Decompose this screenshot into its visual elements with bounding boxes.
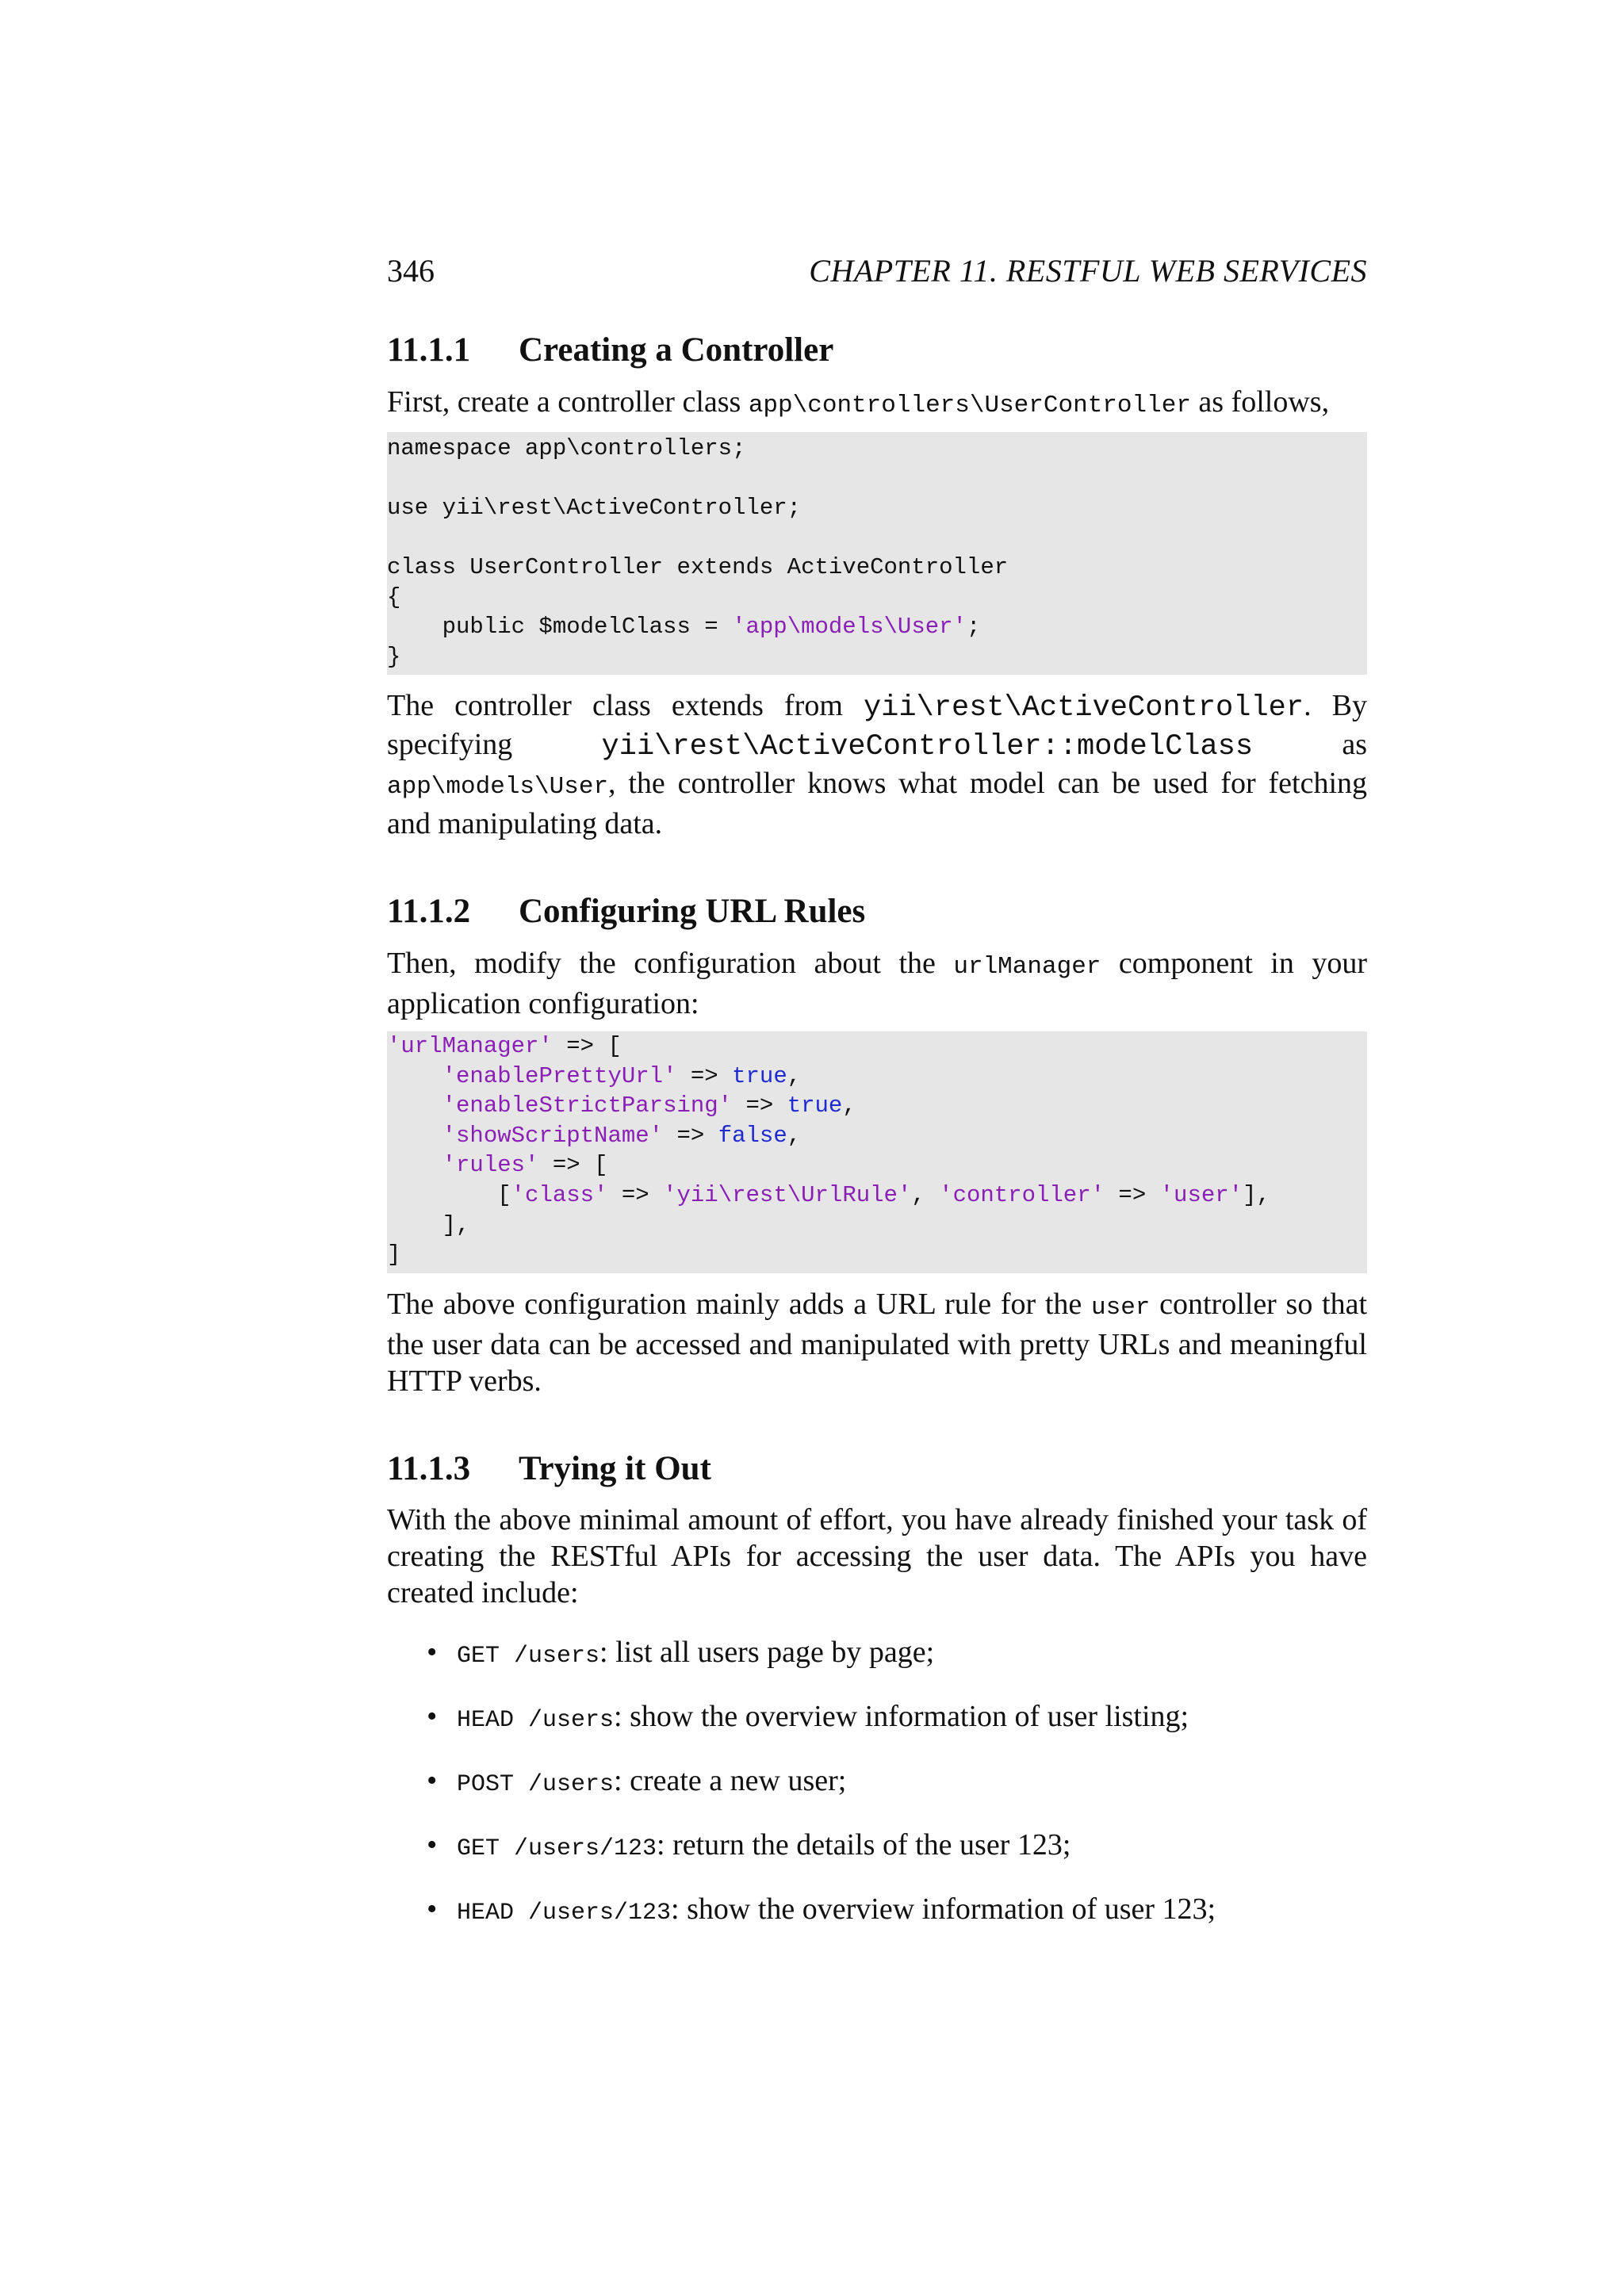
- bullet-icon: •: [427, 1764, 438, 1798]
- paragraph-apis-created: With the above minimal amount of effort, you have already finished your task of creating the RESTful APIs for accessing the user data. The APIs you have created include:: [387, 1503, 1367, 1610]
- section-heading-url-rules: [387, 891, 1367, 932]
- http-command: HEAD /users: [457, 1707, 615, 1735]
- inline-code: yii\rest\ActiveController: [863, 691, 1304, 725]
- section-number: 11.1.1: [387, 331, 471, 369]
- http-command: GET /users: [457, 1643, 600, 1670]
- section-heading-creating-controller: [387, 330, 1367, 371]
- section-title: Creating a Controller: [519, 331, 834, 369]
- running-head: [387, 252, 1367, 309]
- list-item: [387, 1699, 1367, 1763]
- paragraph-create-controller: First, create a controller class app\controllers\UserController as follows,: [387, 385, 1330, 419]
- api-list: [387, 1635, 1367, 1956]
- list-item: [387, 1635, 1367, 1699]
- paragraph-url-rule-explanation: The above configuration mainly adds a URL rule for the user controller so that the user data can be accessed and manipulated with pretty URLs and meaningful HTTP verbs.: [387, 1287, 1368, 1398]
- section-heading-trying-it-out: [387, 1448, 1367, 1490]
- chapter-title: CHAPTER 11. RESTFUL WEB SERVICES: [809, 253, 1367, 289]
- code-block-url-manager: 'urlManager' => [ 'enablePrettyUrl' => true, 'enableStrictParsing' => true, 'showScriptName' => false, 'rules' => [ ['class' => 'yii\rest\UrlRule', 'controller' => 'user'], ], ]: [387, 1031, 1367, 1273]
- http-command: HEAD /users/123: [457, 1900, 672, 1927]
- list-item: [387, 1763, 1367, 1827]
- page: [387, 252, 1367, 1956]
- bullet-icon: •: [427, 1892, 438, 1927]
- paragraph-controller-explanation: The controller class extends from yii\rest\ActiveController. By specifying yii\rest\ActiveController::modelClass as app\models\User, the controller knows what model can be used for fetching and manipulating data.: [387, 689, 1367, 841]
- page-number: 346: [387, 253, 435, 289]
- bullet-icon: •: [427, 1636, 438, 1670]
- item-description: : return the details of the user 123;: [657, 1828, 1071, 1862]
- bullet-icon: •: [427, 1700, 438, 1734]
- code-block-controller: namespace app\controllers; use yii\rest\ActiveController; class UserController extends ActiveController { public $modelClass = 'app\models\User'; }: [387, 432, 1367, 675]
- paragraph-url-manager: Then, modify the configuration about the urlManager component in your application configuration:: [387, 946, 1367, 1020]
- inline-code: app\models\User: [387, 773, 609, 802]
- item-description: : show the overview information of user listing;: [614, 1700, 1189, 1734]
- list-item: [387, 1892, 1367, 1956]
- http-command: GET /users/123: [457, 1835, 657, 1863]
- item-description: : list all users page by page;: [599, 1636, 935, 1670]
- item-description: : show the overview information of user 123;: [671, 1892, 1216, 1927]
- list-item: [387, 1827, 1367, 1892]
- inline-code: yii\rest\ActiveController::modelClass: [601, 730, 1254, 764]
- item-description: : create a new user;: [614, 1764, 847, 1798]
- section-title: Configuring URL Rules: [519, 893, 866, 931]
- http-command: POST /users: [457, 1771, 615, 1799]
- section-number: 11.1.2: [387, 893, 471, 931]
- inline-code: app\controllers\UserController: [748, 391, 1191, 419]
- inline-code: user: [1091, 1293, 1151, 1322]
- bullet-icon: •: [427, 1828, 438, 1862]
- section-title: Trying it Out: [519, 1449, 711, 1487]
- inline-code: urlManager: [953, 952, 1101, 981]
- section-number: 11.1.3: [387, 1449, 471, 1487]
